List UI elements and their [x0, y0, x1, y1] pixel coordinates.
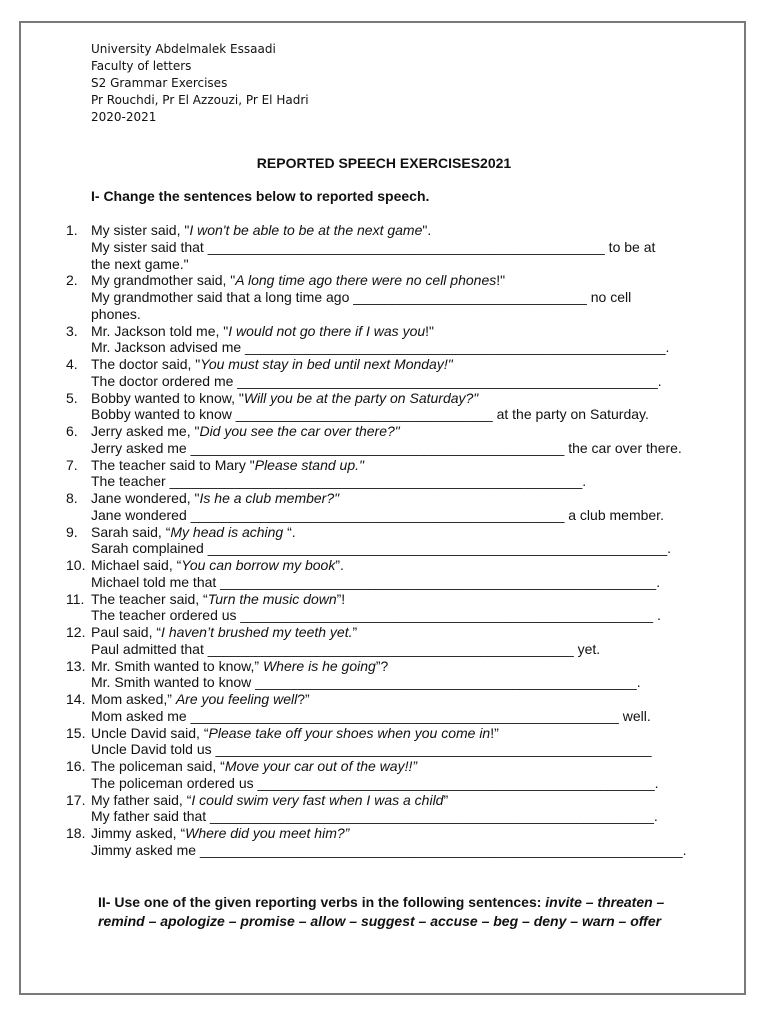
exercise-number: 9. — [66, 523, 78, 540]
exercise-number: 11. — [66, 590, 85, 607]
answer-line: Bobby wanted to know _________________________________ at the party on Saturday. — [91, 406, 649, 423]
reporting-verbs-line-2: remind – apologize – promise – allow – suggest – accuse – beg – deny – warn – offer — [98, 913, 662, 929]
prompt-quote: I won't be able to be at the next game — [189, 222, 423, 238]
prompt-intro: The teacher said to Mary " — [91, 456, 255, 473]
prompt-quote: A long time ago there were no cell phones — [235, 272, 497, 289]
exercise-item — [66, 725, 706, 759]
exercise-item — [66, 423, 706, 457]
exercise-number: 4. — [66, 356, 78, 372]
exercise-number: 5. — [66, 389, 78, 406]
prompt-closing: ”! — [336, 590, 346, 607]
answer-line: Uncle David told us ________________________________________________________ — [91, 741, 652, 758]
prompt-intro: My grandmother said, " — [91, 272, 236, 289]
exercise-prompt — [91, 557, 706, 574]
answer-line: Jimmy asked me ______________________________________________________________. — [91, 841, 687, 858]
exercise-number: 1. — [66, 222, 78, 238]
exercise-prompt — [91, 323, 706, 340]
prompt-quote: Please stand up." — [254, 456, 364, 473]
answer-line: Mr. Jackson advised me ______________________________________________________. — [91, 339, 670, 356]
exercise-number: 15. — [66, 724, 86, 741]
prompt-closing: !" — [425, 322, 434, 339]
exercise-prompt — [91, 272, 706, 289]
prompt-intro: The teacher said, “ — [91, 590, 208, 607]
exercise-number: 17. — [66, 791, 86, 808]
exercise-item — [66, 792, 706, 826]
exercise-number: 8. — [66, 490, 78, 506]
prompt-quote: Please take off your shoes when you come in — [208, 724, 491, 741]
exercise-prompt — [91, 591, 706, 608]
exercise-prompt — [91, 524, 706, 541]
prompt-closing: ” — [443, 791, 449, 808]
prompt-quote: I would not go there if I was you — [228, 322, 426, 339]
exercise-prompt — [91, 490, 706, 507]
answer-line: My father said that _________________________________________________________. — [91, 808, 658, 825]
exercise-item — [66, 557, 706, 591]
prompt-intro: My father said, “ — [91, 791, 192, 808]
prompt-intro: Jane wondered, " — [91, 490, 200, 506]
answer-line: Michael told me that ________________________________________________________. — [91, 573, 661, 590]
exercise-number: 3. — [66, 322, 78, 339]
answer-line: Jane wondered ________________________________________________ a club member. — [91, 506, 664, 523]
prompt-closing: ". — [422, 222, 432, 238]
exercise-item — [66, 457, 706, 491]
answer-line: Sarah complained ___________________________________________________________. — [91, 540, 672, 557]
answer-line: The doctor ordered me ______________________________________________________. — [91, 372, 662, 389]
exercise-prompt — [91, 390, 706, 407]
section-2-instruction: II- Use one of the given reporting verbs in the following sentences: — [98, 894, 546, 910]
exercise-prompt — [91, 758, 706, 775]
prompt-quote: You must stay in bed until next Monday!" — [200, 356, 453, 372]
prompt-intro: Jimmy asked, “ — [91, 825, 186, 841]
prompt-intro: Jerry asked me, " — [91, 423, 200, 439]
exercise-prompt — [91, 658, 706, 675]
page-title: REPORTED SPEECH EXERCISES2021 — [256, 155, 512, 171]
prompt-intro: Uncle David said, “ — [91, 724, 209, 741]
header-line-year: 2020-2021 — [91, 110, 157, 124]
exercise-prompt — [91, 457, 706, 474]
exercise-number: 12. — [66, 624, 86, 640]
answer-line: The teacher ordered us _____________________________________________________ . — [91, 607, 661, 624]
prompt-quote: I haven’t brushed my teeth yet. — [161, 624, 353, 640]
document-header — [91, 41, 309, 126]
exercise-item — [66, 658, 706, 692]
prompt-quote: Are you feeling well — [175, 691, 298, 707]
exercise-prompt — [91, 691, 706, 708]
prompt-quote: Is he a club member?" — [199, 490, 340, 506]
exercise-number: 16. — [66, 758, 86, 774]
exercise-item — [66, 591, 706, 625]
prompt-closing: ”? — [375, 657, 389, 674]
exercise-number: 7. — [66, 456, 78, 473]
answer-line: Paul admitted that _______________________________________________ yet. — [91, 640, 601, 657]
exercise-prompt — [91, 792, 706, 809]
exercise-item — [66, 624, 706, 658]
exercise-item — [66, 222, 706, 272]
exercise-item — [66, 490, 706, 524]
prompt-intro: Mr. Jackson told me, " — [91, 322, 229, 339]
answer-line: My grandmother said that a long time ago ______________________________ no cell — [91, 289, 632, 305]
exercise-prompt — [91, 356, 706, 373]
prompt-closing: ”. — [335, 557, 344, 573]
exercise-number: 10. — [66, 557, 86, 573]
exercise-number: 14. — [66, 691, 86, 707]
exercise-item — [66, 390, 706, 424]
reporting-verbs-line-1: invite – threaten – — [545, 894, 665, 910]
prompt-intro: Sarah said, “ — [91, 523, 171, 540]
prompt-quote: You can borrow my book — [181, 557, 336, 573]
exercise-item — [66, 323, 706, 357]
prompt-intro: Michael said, “ — [91, 557, 182, 573]
header-line-faculty: Faculty of letters — [91, 59, 192, 73]
section-2-heading — [98, 893, 738, 931]
exercise-number: 6. — [66, 423, 78, 439]
section-1-heading: I- Change the sentences below to reported speech. — [91, 188, 430, 204]
prompt-quote: Turn the music down — [207, 590, 337, 607]
prompt-intro: The doctor said, " — [91, 356, 201, 372]
answer-line: Jerry asked me ________________________________________________ the car over there. — [91, 439, 682, 456]
answer-line: My sister said that ___________________________________________________ to be at — [91, 238, 656, 255]
prompt-closing: ?” — [297, 691, 310, 707]
exercise-prompt — [91, 624, 706, 641]
prompt-quote: Will you be at the party on Saturday?" — [243, 389, 479, 406]
prompt-quote: Did you see the car over there?" — [199, 423, 400, 439]
prompt-intro: Mr. Smith wanted to know,” — [91, 657, 263, 674]
exercise-prompt — [91, 222, 706, 239]
exercise-prompt — [91, 725, 706, 742]
answer-continuation: the next game." — [91, 255, 189, 272]
prompt-quote: My head is aching — [170, 523, 284, 540]
exercise-number: 2. — [66, 272, 78, 289]
exercise-list — [66, 222, 706, 859]
prompt-closing: !” — [490, 724, 499, 741]
prompt-intro: Mom asked,” — [91, 691, 176, 707]
prompt-quote: Move your car out of the way!!” — [224, 758, 418, 774]
prompt-intro: Paul said, “ — [91, 624, 162, 640]
exercise-number: 13. — [66, 657, 86, 674]
exercise-prompt — [91, 825, 706, 842]
answer-line: Mom asked me _______________________________________________________ well. — [91, 707, 651, 724]
prompt-intro: The policeman said, “ — [91, 758, 225, 774]
exercise-item — [66, 691, 706, 725]
answer-continuation: phones. — [91, 305, 141, 322]
prompt-closing: !" — [496, 272, 506, 289]
answer-line: The teacher _____________________________________________________. — [91, 473, 587, 490]
prompt-intro: Bobby wanted to know, " — [91, 389, 244, 406]
exercise-number: 18. — [66, 825, 86, 841]
exercise-item — [66, 758, 706, 792]
exercise-item — [66, 356, 706, 390]
prompt-closing: “. — [283, 523, 296, 540]
header-line-professors: Pr Rouchdi, Pr El Azzouzi, Pr El Hadri — [91, 93, 309, 107]
answer-line: Mr. Smith wanted to know _________________________________________________. — [91, 674, 641, 691]
prompt-quote: I could swim very fast when I was a child — [191, 791, 444, 808]
exercise-prompt — [91, 423, 706, 440]
exercise-item — [66, 825, 706, 859]
header-line-university: University Abdelmalek Essaadi — [91, 42, 276, 56]
header-line-course: S2 Grammar Exercises — [91, 76, 228, 90]
prompt-intro: My sister said, " — [91, 222, 190, 238]
exercise-item — [66, 272, 706, 322]
prompt-closing: ” — [352, 624, 358, 640]
exercise-item — [66, 524, 706, 558]
answer-line: The policeman ordered us ___________________________________________________. — [91, 774, 659, 791]
prompt-quote: Where did you meet him?” — [185, 825, 350, 841]
prompt-quote: Where is he going — [262, 657, 376, 674]
